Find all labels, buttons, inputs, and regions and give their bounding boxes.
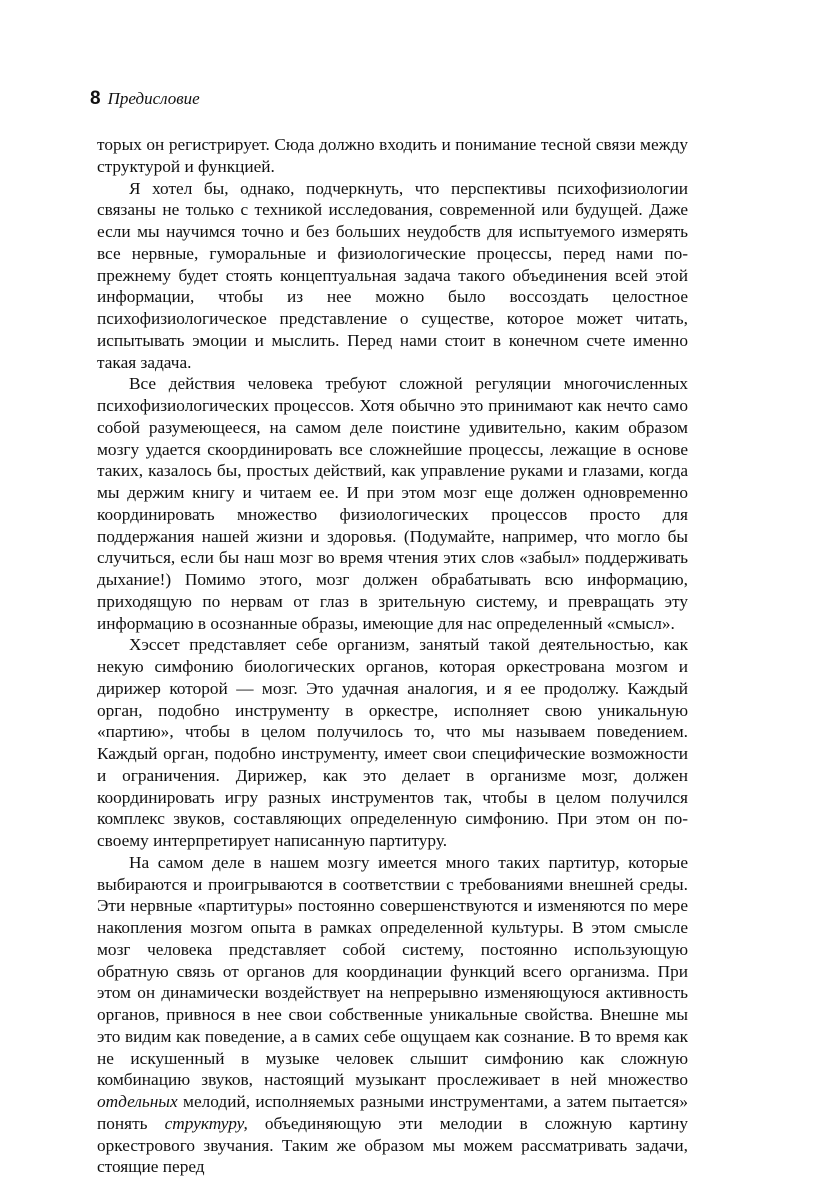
emphasis: структуру, bbox=[164, 1113, 248, 1133]
text-run: На самом деле в нашем мозгу имеется много таких партитур, которые выбираются и проигрываются в соответствии с требованиями внешней среды. Эти нервные «партитуры» постоянно совершенствуются и изменяются по мере накопления мозгом опыта в рамках определенной культуры. В этом смысле мозг человека представляет собой систему, постоянно использующую обратную связь от органов для координации функций всего организма. При этом он динамически воздействует на непрерывно изменяющуюся активность органов, привнося в нее свои собственные уникальные свойства. Внешне мы это видим как поведение, а в самих себе ощущаем как сознание. В то время как не искушенный в музыке человек слышит симфонию как сложную комбинацию звуков, настоящий музыкант прослеживает в ней множество bbox=[97, 852, 688, 1090]
page-number: 8 bbox=[90, 88, 101, 109]
paragraph: Хэссет представляет себе организм, занятый такой деятельностью, как некую симфонию биологических органов, которая оркестрована мозгом и дирижер которой — мозг. Это удачная аналогия, и я ее продолжу. Каждый орган, подобно инструменту в оркестре, исполняет свою уникальную «партию», чтобы в целом получилось то, что мы называем поведением. Каждый орган, подобно инструменту, имеет свои специфические возможности и ограничения. Дирижер, как это делает в организме мозг, должен координировать игру разных инструментов так, чтобы в целом получился комплекс звуков, составляющих определенную симфонию. При этом он по-своему интерпретирует написанную партитуру. bbox=[97, 635, 688, 850]
paragraph: Все действия человека требуют сложной регуляции многочисленных психофизиологических процессов. Хотя обычно это принимают как нечто само собой разумеющееся, на самом деле поистине удивительно, каким образом мозгу удается скоординировать все сложнейшие процессы, лежащие в основе таких, казалось бы, простых действий, как управление руками и глазами, когда мы держим книгу и читаем ее. И при этом мозг еще должен одновременно координировать множество физиологических процессов просто для поддержания нашей жизни и здоровья. (Подумайте, например, что могло бы случиться, если бы наш мозг во время чтения этих слов «забыл» поддерживать дыхание!) Помимо этого, мозг должен обрабатывать всю информацию, приходящую по нервам от глаз в зрительную систему, и превращать эту информацию в осознанные образы, имеющие для нас определенный «смысл». bbox=[97, 374, 688, 633]
emphasis: отдельных bbox=[97, 1092, 178, 1111]
body-text bbox=[97, 134, 688, 1178]
section-title: Предисловие bbox=[107, 89, 200, 108]
paragraph: Я хотел бы, однако, подчеркнуть, что перспективы психофизиологии связаны не только с техникой исследования, современной или будущей. Даже если мы научимся точно и без больших неудобств для испытуемого измерять все нервные, гуморальные и физиологические процессы, перед нами по-прежнему будет стоять концептуальная задача такого объединения всей этой информации, чтобы из нее можно было воссоздать целостное психофизиологическое представление о существе, которое может читать, испытывать эмоции и мыслить. Перед нами стоит в конечном счете именно такая задача. bbox=[97, 178, 688, 372]
paragraph-continued: торых он регистрирует. Сюда должно входить и понимание тесной связи между структурой и функцией. bbox=[97, 135, 688, 176]
text-run: мелодий, исполняемых разными инструментами, а затем пытается» понять bbox=[97, 1092, 688, 1133]
paragraph bbox=[97, 852, 688, 1178]
running-head bbox=[90, 88, 200, 110]
text-run: объединяющую эти мелодии в сложную картину оркестрового звучания. Таким же образом мы можем рассматривать задачи, стоящие перед bbox=[97, 1113, 689, 1177]
